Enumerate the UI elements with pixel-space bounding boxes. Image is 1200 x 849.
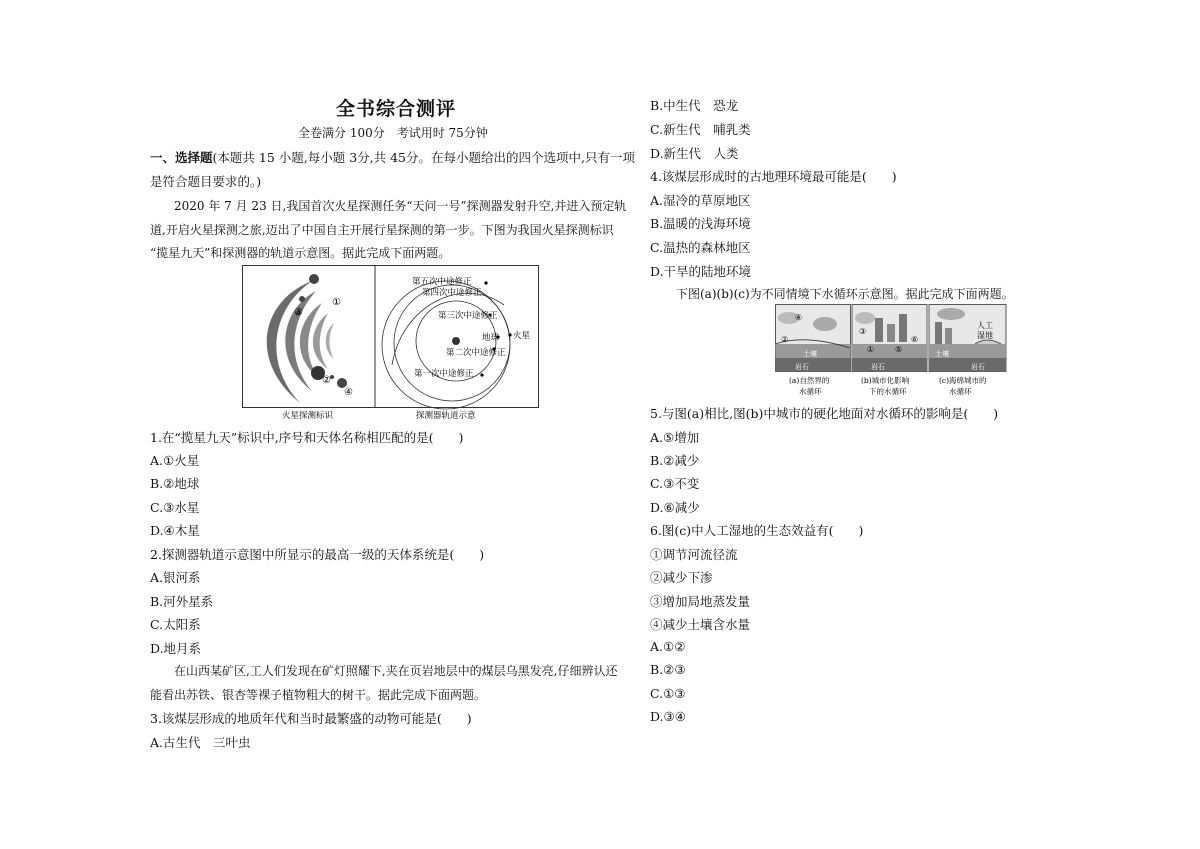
page-subtitle: 全卷满分 100分 考试用时 75分钟 xyxy=(298,126,488,140)
wc-caption-c-2: 水循环 xyxy=(949,387,972,396)
q1-option-a[interactable]: A.①火星 xyxy=(150,453,200,468)
q2-option-a[interactable]: A.银河系 xyxy=(150,570,201,585)
passage1-line1: 2020 年 7 月 23 日,我国首次火星探测任务“天问一号”探测器发射升空,并进入预定轨 xyxy=(174,199,627,213)
q3-option-c[interactable]: C.新生代 哺乳类 xyxy=(650,122,751,137)
logo-label-2: ② xyxy=(322,375,331,386)
passage2-line2: 能看出苏铁、银杏等裸子植物粗大的树干。据此完成下面两题。 xyxy=(150,688,487,702)
wc-caption-b-2: 下的水循环 xyxy=(869,387,907,396)
wc-wetland-2: 湿地 xyxy=(977,331,993,340)
q1-option-b[interactable]: B.②地球 xyxy=(150,476,200,491)
section-desc-1: (本题共 15 小题,每小题 3分,共 45分。在每小题给出的四个选项中,只有一项 xyxy=(212,150,635,165)
wc-soil-c: 土壤 xyxy=(935,350,949,358)
orbit-label-second: 第二次中途修正 xyxy=(446,348,506,358)
q6-option-a[interactable]: A.①② xyxy=(650,639,686,654)
passage1-line3: “揽星九天”和探测器的轨道示意图。据此完成下面两题。 xyxy=(150,246,451,260)
q6-option-b[interactable]: B.②③ xyxy=(650,662,686,677)
q3-option-b[interactable]: B.中生代 恐龙 xyxy=(650,98,739,113)
q5-option-d[interactable]: D.⑥减少 xyxy=(650,500,700,515)
page-title: 全书综合测评 xyxy=(336,98,457,120)
wc-label-1: ① xyxy=(867,345,875,354)
fig1-caption-left: 火星探测标识 xyxy=(282,411,334,421)
logo-label-4: ④ xyxy=(344,387,353,398)
wc-wetland-1: 人工 xyxy=(977,321,993,330)
wc-caption-c-1: (c)海绵城市的 xyxy=(939,376,987,385)
q1-stem: 1.在“揽星九天”标识中,序号和天体名称相匹配的是( ) xyxy=(150,430,464,445)
orbit-label-third: 第三次中途修正 xyxy=(438,311,498,321)
q3-option-a[interactable]: A.古生代 三叶虫 xyxy=(150,735,251,750)
q5-stem: 5.与图(a)相比,图(b)中城市的硬化地面对水循环的影响是( ) xyxy=(650,406,999,421)
q2-option-b[interactable]: B.河外星系 xyxy=(150,594,214,609)
q1-option-d[interactable]: D.④木星 xyxy=(150,523,200,538)
orbit-label-fourth: 第四次中途修正 xyxy=(422,288,482,298)
passage2-line1: 在山西某矿区,工人们发现在矿灯照耀下,夹在页岩地层中的煤层乌黑发亮,仔细辨认还 xyxy=(174,664,618,678)
q4-option-c[interactable]: C.温热的森林地区 xyxy=(650,240,751,255)
q4-option-b[interactable]: B.温暖的浅海环境 xyxy=(650,216,751,231)
wc-rock-c: 岩石 xyxy=(971,363,985,371)
q1-option-c[interactable]: C.③水星 xyxy=(150,500,200,515)
wc-caption-a-2: 水循环 xyxy=(799,387,822,396)
passage1-line2: 道,开启火星探测之旅,迈出了中国自主开展行星探测的第一步。下图为我国火星探测标识 xyxy=(150,223,614,237)
wc-label-3: ③ xyxy=(859,327,867,336)
wc-label-6: ⑥ xyxy=(911,335,919,344)
orbit-label-first: 第一次中途修正 xyxy=(414,369,474,379)
orbit-label-fifth: 第五次中途修正 xyxy=(412,277,472,287)
wc-label-4a: ④ xyxy=(795,313,803,322)
panel-c xyxy=(929,305,1006,372)
mars-probe-figure xyxy=(242,265,539,422)
q3-option-d[interactable]: D.新生代 人类 xyxy=(650,146,739,161)
sun-icon xyxy=(452,337,460,345)
water-cycle-figure xyxy=(775,304,1007,400)
q6-item-3: ③增加局地蒸发量 xyxy=(650,594,751,609)
q2-option-c[interactable]: C.太阳系 xyxy=(150,617,201,632)
wc-caption-a-1: (a)自然界的 xyxy=(789,376,830,385)
q6-item-4: ④减少土壤含水量 xyxy=(650,617,751,632)
logo-label-1: ① xyxy=(332,297,341,308)
q5-option-c[interactable]: C.③不变 xyxy=(650,476,700,491)
section-desc-2: 是符合题目要求的。) xyxy=(150,174,262,189)
wc-caption-b-1: (b)城市化影响 xyxy=(861,376,910,385)
q5-option-a[interactable]: A.⑤增加 xyxy=(650,430,700,445)
mars-probe-figure-svg xyxy=(242,265,539,422)
q5-option-b[interactable]: B.②减少 xyxy=(650,453,700,468)
orbit-label-earth: 地球 xyxy=(482,333,500,343)
q2-stem: 2.探测器轨道示意图中所显示的最高一级的天体系统是( ) xyxy=(150,547,485,562)
wc-soil-a: 土壤 xyxy=(803,350,817,358)
q6-option-d[interactable]: D.③④ xyxy=(650,709,686,724)
section-heading: 一、选择题 xyxy=(150,150,213,165)
logo-label-3: ③ xyxy=(294,307,303,318)
q4-option-a[interactable]: A.湿冷的草原地区 xyxy=(650,193,751,208)
q6-item-1: ①调节河流径流 xyxy=(650,547,738,562)
wc-label-2a: ② xyxy=(781,335,789,344)
wc-rock-a: 岩石 xyxy=(795,363,809,371)
q6-option-c[interactable]: C.①③ xyxy=(650,686,686,701)
water-cycle-figure-svg xyxy=(775,304,1007,400)
q6-stem: 6.图(c)中人工湿地的生态效益有( ) xyxy=(650,523,864,538)
q3-stem: 3.该煤层形成的地质年代和当时最繁盛的动物可能是( ) xyxy=(150,711,472,726)
fig1-caption-right: 探测器轨道示意 xyxy=(416,411,476,421)
orbit-label-mars: 火星 xyxy=(513,331,531,341)
passage3-line1: 下图(a)(b)(c)为不同情境下水循环示意图。据此完成下面两题。 xyxy=(676,287,1014,301)
q4-option-d[interactable]: D.干旱的陆地环境 xyxy=(650,264,752,279)
section-heading-line xyxy=(150,148,635,166)
q4-stem: 4.该煤层形成时的古地理环境最可能是( ) xyxy=(650,169,897,184)
q6-item-2: ②减少下渗 xyxy=(650,570,713,585)
q2-option-d[interactable]: D.地月系 xyxy=(150,641,202,656)
wc-label-5: ⑤ xyxy=(895,345,903,354)
wc-rock-b: 岩石 xyxy=(871,363,885,371)
